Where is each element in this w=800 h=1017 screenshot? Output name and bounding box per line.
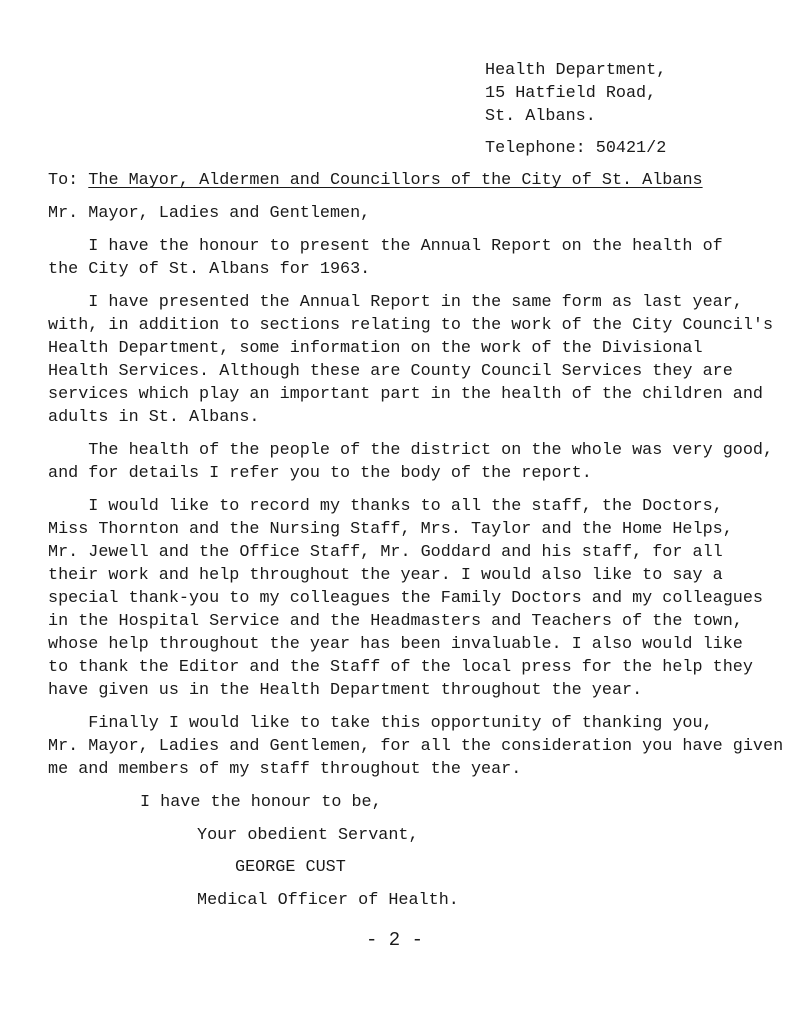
text-line: adults in St. Albans. xyxy=(48,408,260,427)
text-line: with, in addition to sections relating to the work of the City Council's xyxy=(48,316,774,335)
page-number-text: - 2 - xyxy=(366,929,424,951)
signatory-title-text: Medical Officer of Health. xyxy=(197,891,459,910)
closing-line xyxy=(140,791,382,814)
letterhead xyxy=(485,59,666,128)
text-line: the City of St. Albans for 1963. xyxy=(48,260,371,279)
paragraph-1 xyxy=(48,235,723,281)
text-line: Health Services. Although these are County Council Services they are xyxy=(48,362,733,381)
text-line: Mr. Jewell and the Office Staff, Mr. Goddard and his staff, for all xyxy=(48,543,723,562)
text-line: their work and help throughout the year. I would also like to say a xyxy=(48,566,723,585)
letterhead-line: Health Department, xyxy=(485,61,667,80)
closing-line-text: I have the honour to be, xyxy=(140,793,382,812)
signatory-title xyxy=(197,889,459,912)
text-line: Miss Thornton and the Nursing Staff, Mrs. Taylor and the Home Helps, xyxy=(48,520,733,539)
text-line: to thank the Editor and the Staff of the local press for the help they xyxy=(48,658,753,677)
text-line: whose help throughout the year has been invaluable. I also would like xyxy=(48,635,743,654)
text-line: Health Department, some information on the work of the Divisional xyxy=(48,339,703,358)
page-number xyxy=(366,929,423,952)
text-line: I would like to record my thanks to all the staff, the Doctors, xyxy=(48,497,723,516)
salutation-text: Mr. Mayor, Ladies and Gentlemen, xyxy=(48,204,371,223)
text-line: and for details I refer you to the body of the report. xyxy=(48,464,592,483)
letterhead-line: 15 Hatfield Road, xyxy=(485,84,657,103)
text-line: I have presented the Annual Report in the same form as last year, xyxy=(48,293,743,312)
closing-servant xyxy=(197,824,419,847)
closing-servant-text: Your obedient Servant, xyxy=(197,826,419,845)
addressee: The Mayor, Aldermen and Councillors of the City of St. Albans xyxy=(88,171,703,190)
signatory-name xyxy=(235,856,346,879)
paragraph-2 xyxy=(48,291,773,429)
text-line: I have the honour to present the Annual Report on the health of xyxy=(48,237,723,256)
paragraph-3 xyxy=(48,439,773,485)
text-line: Mr. Mayor, Ladies and Gentlemen, for all the consideration you have given xyxy=(48,737,784,756)
text-line: The health of the people of the district on the whole was very good, xyxy=(48,441,774,460)
telephone xyxy=(485,137,666,160)
salutation xyxy=(48,202,370,225)
text-line: Finally I would like to take this opportunity of thanking you, xyxy=(48,714,713,733)
text-line: in the Hospital Service and the Headmasters and Teachers of the town, xyxy=(48,612,743,631)
text-line: me and members of my staff throughout the year. xyxy=(48,760,522,779)
signatory-name-text: GEORGE CUST xyxy=(235,858,346,877)
letterhead-line: St. Albans. xyxy=(485,107,596,126)
telephone-text: Telephone: 50421/2 xyxy=(485,139,667,158)
text-line: have given us in the Health Department throughout the year. xyxy=(48,681,643,700)
text-line: special thank-you to my colleagues the Family Doctors and my colleagues xyxy=(48,589,763,608)
to-line xyxy=(48,169,703,192)
paragraph-5 xyxy=(48,712,783,781)
to-label: To: xyxy=(48,171,79,190)
paragraph-4 xyxy=(48,495,763,702)
text-line: services which play an important part in the health of the children and xyxy=(48,385,763,404)
